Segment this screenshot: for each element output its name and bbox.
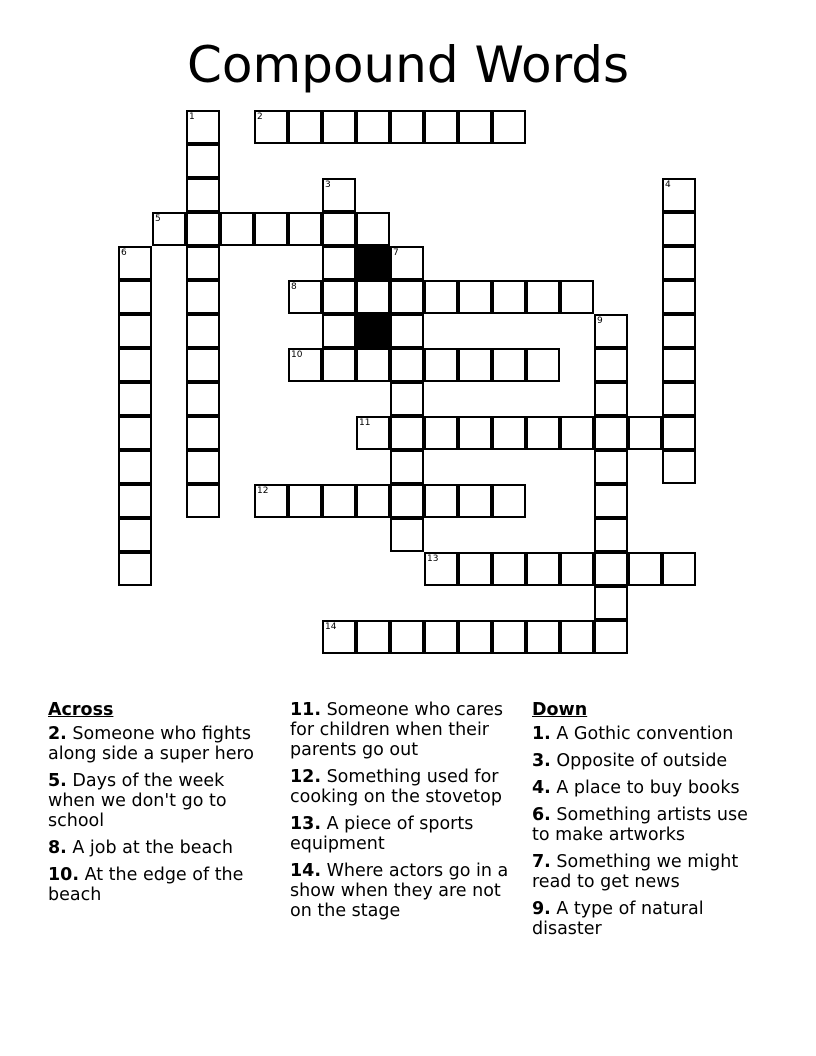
grid-cell[interactable] <box>118 246 152 280</box>
grid-cell[interactable] <box>662 246 696 280</box>
grid-cell[interactable] <box>526 348 560 382</box>
across-heading: Across <box>48 700 114 720</box>
clue-number: 13. <box>290 814 322 834</box>
across-clues-column-1 <box>48 700 273 912</box>
grid-cell[interactable] <box>390 416 424 450</box>
grid-cell[interactable] <box>322 110 356 144</box>
grid-cell[interactable] <box>458 416 492 450</box>
grid-cell[interactable] <box>458 348 492 382</box>
grid-cell[interactable] <box>492 416 526 450</box>
grid-cell[interactable] <box>526 280 560 314</box>
grid-cell[interactable] <box>492 280 526 314</box>
grid-cell[interactable] <box>356 620 390 654</box>
down-heading: Down <box>532 700 588 720</box>
grid-cell[interactable] <box>458 110 492 144</box>
cell-number: 10 <box>291 350 303 360</box>
grid-cell[interactable] <box>356 484 390 518</box>
grid-cell[interactable] <box>322 620 356 654</box>
grid-cell[interactable] <box>594 416 628 450</box>
grid-cell[interactable] <box>288 484 322 518</box>
grid-cell[interactable] <box>458 280 492 314</box>
grid-cell[interactable] <box>186 382 220 416</box>
grid-cell[interactable] <box>186 450 220 484</box>
grid-cell[interactable] <box>322 246 356 280</box>
across-clue <box>290 814 522 854</box>
grid-cell[interactable] <box>662 348 696 382</box>
grid-cell[interactable] <box>356 416 390 450</box>
clue-text: A Gothic convention <box>550 724 734 744</box>
clue-number: 8. <box>48 838 67 858</box>
grid-cell[interactable] <box>254 212 288 246</box>
clue-text: At the edge of the beach <box>48 865 244 905</box>
grid-cell[interactable] <box>288 110 322 144</box>
down-clues-column <box>532 700 760 946</box>
across-clues-column-2 <box>290 700 522 928</box>
clue-text: A place to buy books <box>550 778 740 798</box>
clue-text: A piece of sports equipment <box>290 814 474 854</box>
grid-cell[interactable] <box>186 212 220 246</box>
clue-number: 14. <box>290 861 322 881</box>
grid-cell[interactable] <box>628 416 662 450</box>
clue-number: 5. <box>48 771 67 791</box>
grid-cell[interactable] <box>186 280 220 314</box>
clue-text: Days of the week when we don't go to school <box>48 771 227 831</box>
cell-number: 1 <box>189 112 195 122</box>
grid-cell[interactable] <box>186 314 220 348</box>
cell-number: 3 <box>325 180 331 190</box>
grid-cell[interactable] <box>186 178 220 212</box>
grid-cell[interactable] <box>322 484 356 518</box>
cell-number: 11 <box>359 418 371 428</box>
clue-number: 7. <box>532 852 551 872</box>
grid-cell[interactable] <box>424 620 458 654</box>
grid-cell[interactable] <box>560 416 594 450</box>
grid-cell[interactable] <box>254 110 288 144</box>
grid-cell[interactable] <box>322 280 356 314</box>
grid-cell[interactable] <box>118 416 152 450</box>
grid-cell[interactable] <box>390 246 424 280</box>
grid-cell[interactable] <box>322 178 356 212</box>
down-clue <box>532 778 760 798</box>
clue-text: Something artists use to make artworks <box>532 805 748 845</box>
grid-cell[interactable] <box>288 212 322 246</box>
cell-number: 9 <box>597 316 603 326</box>
clue-text: Where actors go in a show when they are not on the stage <box>290 861 509 921</box>
across-clue <box>290 700 522 760</box>
grid-cell[interactable] <box>492 110 526 144</box>
grid-cell[interactable] <box>356 348 390 382</box>
grid-cell[interactable] <box>424 552 458 586</box>
grid-cell[interactable] <box>390 518 424 552</box>
grid-cell[interactable] <box>356 280 390 314</box>
across-clue <box>48 724 273 764</box>
grid-cell[interactable] <box>220 212 254 246</box>
grid-cell[interactable] <box>254 484 288 518</box>
grid-cell[interactable] <box>594 552 628 586</box>
grid-cell[interactable] <box>390 450 424 484</box>
grid-cell[interactable] <box>526 620 560 654</box>
across-clue <box>48 771 273 831</box>
grid-cell[interactable] <box>118 450 152 484</box>
cell-number: 4 <box>665 180 671 190</box>
clue-number: 1. <box>532 724 551 744</box>
cell-number: 6 <box>121 248 127 258</box>
clue-text: Someone who fights along side a super hero <box>48 724 254 764</box>
black-square <box>356 246 390 280</box>
grid-cell[interactable] <box>458 484 492 518</box>
grid-cell[interactable] <box>118 348 152 382</box>
grid-cell[interactable] <box>390 382 424 416</box>
grid-cell[interactable] <box>662 382 696 416</box>
grid-cell[interactable] <box>322 348 356 382</box>
grid-cell[interactable] <box>424 280 458 314</box>
cell-number: 13 <box>427 554 439 564</box>
clue-text: Something we might read to get news <box>532 852 739 892</box>
grid-cell[interactable] <box>492 348 526 382</box>
grid-cell[interactable] <box>594 518 628 552</box>
grid-cell[interactable] <box>390 110 424 144</box>
grid-cell[interactable] <box>118 484 152 518</box>
across-clue <box>290 767 522 807</box>
grid-cell[interactable] <box>526 416 560 450</box>
grid-cell[interactable] <box>594 450 628 484</box>
grid-cell[interactable] <box>628 552 662 586</box>
grid-cell[interactable] <box>594 348 628 382</box>
grid-cell[interactable] <box>594 484 628 518</box>
grid-cell[interactable] <box>152 212 186 246</box>
down-clue <box>532 899 760 939</box>
grid-cell[interactable] <box>662 416 696 450</box>
grid-cell[interactable] <box>186 484 220 518</box>
grid-cell[interactable] <box>322 212 356 246</box>
clue-text: A job at the beach <box>66 838 233 858</box>
grid-cell[interactable] <box>390 620 424 654</box>
grid-cell[interactable] <box>662 280 696 314</box>
across-clue <box>290 861 522 921</box>
grid-cell[interactable] <box>356 110 390 144</box>
grid-cell[interactable] <box>186 110 220 144</box>
grid-cell[interactable] <box>560 280 594 314</box>
grid-cell[interactable] <box>424 348 458 382</box>
grid-cell[interactable] <box>118 314 152 348</box>
grid-cell[interactable] <box>356 212 390 246</box>
grid-cell[interactable] <box>526 552 560 586</box>
cell-number: 7 <box>393 248 399 258</box>
grid-cell[interactable] <box>662 212 696 246</box>
cell-number: 5 <box>155 214 161 224</box>
clue-number: 9. <box>532 899 551 919</box>
across-clue <box>48 865 273 905</box>
grid-cell[interactable] <box>424 484 458 518</box>
grid-cell[interactable] <box>492 552 526 586</box>
clue-number: 12. <box>290 767 322 787</box>
clue-text: Opposite of outside <box>550 751 728 771</box>
clue-number: 11. <box>290 700 322 720</box>
grid-cell[interactable] <box>424 110 458 144</box>
cell-number: 8 <box>291 282 297 292</box>
grid-cell[interactable] <box>186 144 220 178</box>
black-square <box>356 314 390 348</box>
grid-cell[interactable] <box>390 280 424 314</box>
clue-number: 4. <box>532 778 551 798</box>
grid-cell[interactable] <box>288 280 322 314</box>
grid-cell[interactable] <box>662 552 696 586</box>
grid-cell[interactable] <box>662 314 696 348</box>
grid-cell[interactable] <box>186 246 220 280</box>
grid-cell[interactable] <box>118 382 152 416</box>
down-clue <box>532 852 760 892</box>
across-clue <box>48 838 273 858</box>
clue-text: Someone who cares for children when their parents go out <box>290 700 504 760</box>
grid-cell[interactable] <box>118 518 152 552</box>
grid-cell[interactable] <box>458 552 492 586</box>
grid-cell[interactable] <box>118 280 152 314</box>
grid-cell[interactable] <box>492 620 526 654</box>
grid-cell[interactable] <box>594 620 628 654</box>
clue-number: 3. <box>532 751 551 771</box>
grid-cell[interactable] <box>594 382 628 416</box>
grid-cell[interactable] <box>560 552 594 586</box>
cell-number: 14 <box>325 622 337 632</box>
down-clue <box>532 805 760 845</box>
grid-cell[interactable] <box>390 314 424 348</box>
grid-cell[interactable] <box>594 586 628 620</box>
down-clue <box>532 724 760 744</box>
grid-cell[interactable] <box>118 552 152 586</box>
clue-number: 10. <box>48 865 80 885</box>
grid-cell[interactable] <box>594 314 628 348</box>
grid-cell[interactable] <box>492 484 526 518</box>
grid-cell[interactable] <box>186 416 220 450</box>
cell-number: 12 <box>257 486 269 496</box>
cell-number: 2 <box>257 112 263 122</box>
puzzle-title: Compound Words <box>186 36 630 94</box>
clue-text: A type of natural disaster <box>532 899 704 939</box>
grid-cell[interactable] <box>288 348 322 382</box>
grid-cell[interactable] <box>322 314 356 348</box>
grid-cell[interactable] <box>424 416 458 450</box>
clue-number: 6. <box>532 805 551 825</box>
grid-cell[interactable] <box>560 620 594 654</box>
grid-cell[interactable] <box>390 348 424 382</box>
grid-cell[interactable] <box>662 450 696 484</box>
clue-text: Something used for cooking on the stovetop <box>290 767 502 807</box>
grid-cell[interactable] <box>186 348 220 382</box>
clue-number: 2. <box>48 724 67 744</box>
grid-cell[interactable] <box>458 620 492 654</box>
grid-cell[interactable] <box>390 484 424 518</box>
down-clue <box>532 751 760 771</box>
grid-cell[interactable] <box>662 178 696 212</box>
